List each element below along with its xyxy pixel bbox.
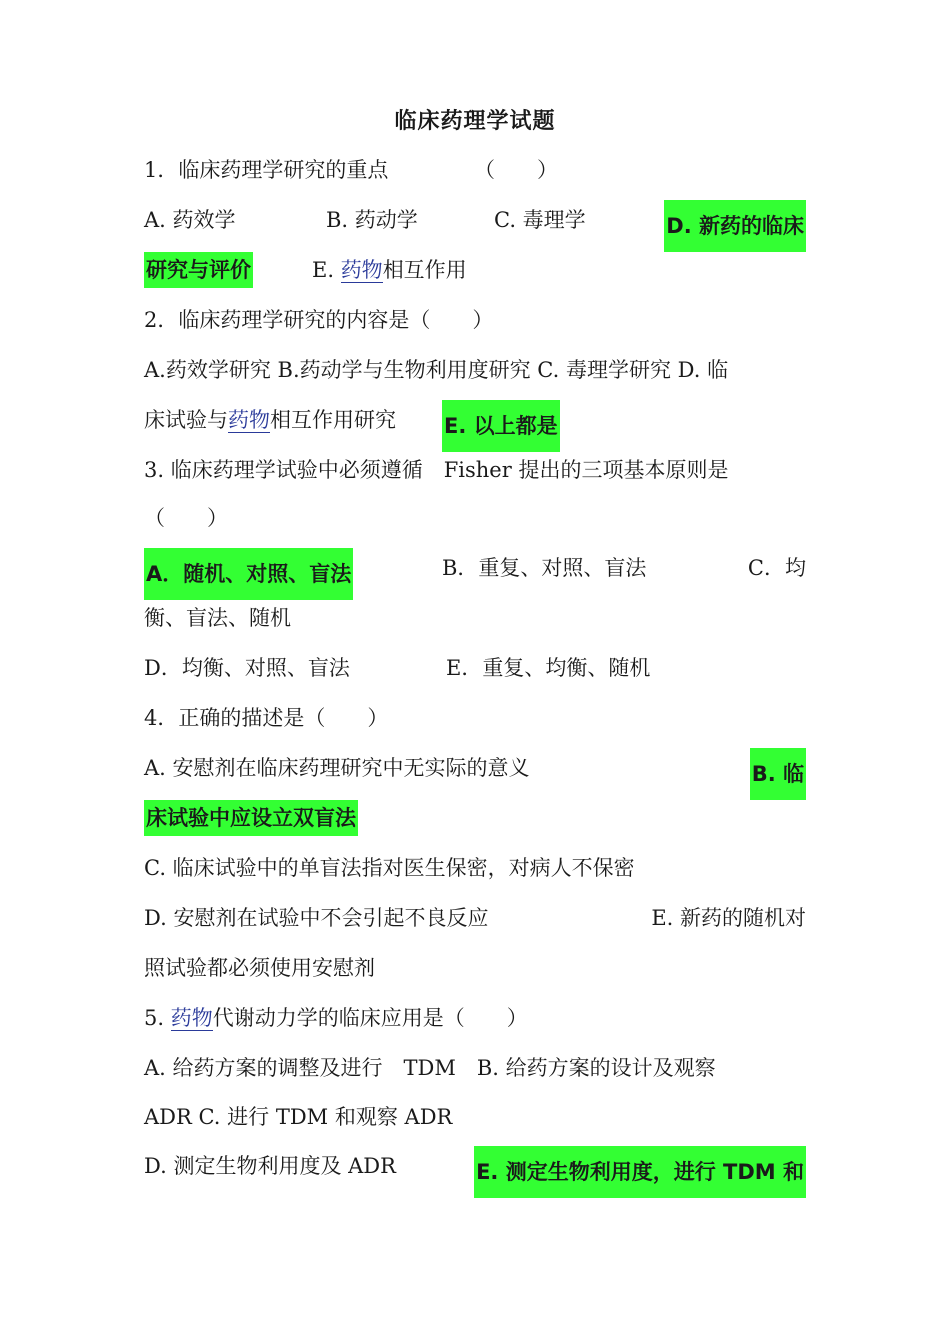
- question-2-option-e-highlight: E. 以上都是: [442, 400, 560, 452]
- question-4-options-line: [144, 748, 806, 788]
- question-3-option-c: C．均: [747, 556, 806, 580]
- question-3-option-d: D．均衡、对照、盲法: [144, 656, 350, 680]
- question-1-option-d-highlight-cont: 研究与评价: [144, 252, 253, 288]
- question-4-options-line-2: [144, 798, 806, 838]
- question-3-option-e: E．重复、均衡、随机: [446, 656, 651, 680]
- question-3-option-c-cont: 衡、盲法、随机: [144, 606, 291, 630]
- question-3-option-a-highlight: A．随机、对照、盲法: [144, 548, 353, 600]
- question-3-stem: 3. 临床药理学试验中必须遵循 Fisher 提出的三项基本原则是: [144, 458, 729, 482]
- question-4-option-c: C. 临床试验中的单盲法指对医生保密，对病人不保密: [144, 856, 635, 880]
- question-1-option-c: C. 毒理学: [494, 208, 586, 232]
- question-3-answer-paren: （ ）: [144, 506, 228, 530]
- question-5-options-line-3: [144, 1146, 806, 1186]
- question-5-option-d: D. 测定生物利用度及 ADR: [144, 1154, 396, 1178]
- drug-link[interactable]: 药物: [170, 1006, 213, 1030]
- drug-link[interactable]: 药物: [340, 258, 383, 282]
- question-1-stem-line: [144, 150, 806, 190]
- question-1-stem: 1．临床药理学研究的重点: [144, 158, 389, 182]
- question-4-stem: 4．正确的描述是（ ）: [144, 706, 389, 730]
- question-2-options-line: A.药效学研究 B.药动学与生物利用度研究 C. 毒理学研究 D. 临: [144, 358, 729, 382]
- question-3-option-b: B．重复、对照、盲法: [442, 556, 647, 580]
- question-2-stem: 2．临床药理学研究的内容是（ ）: [144, 308, 494, 332]
- question-5-options-line: A. 给药方案的调整及进行 TDM B. 给药方案的设计及观察: [144, 1056, 716, 1080]
- question-4-option-e-cont: 照试验都必须使用安慰剂: [144, 956, 375, 980]
- question-2-options-line-2: 床试验与药物相互作用研究 E. 以上都是: [144, 400, 806, 440]
- question-5-option-e-highlight: E. 测定生物利用度，进行 TDM 和: [474, 1146, 806, 1198]
- question-3-options-line: [144, 548, 806, 588]
- question-4-option-b-highlight-cont: 床试验中应设立双盲法: [144, 800, 358, 836]
- question-1-option-e: E. 药物相互作用: [312, 258, 467, 282]
- question-4-option-d: D. 安慰剂在试验中不会引起不良反应: [144, 906, 489, 930]
- question-5-stem: 5. 药物代谢动力学的临床应用是（ ）: [144, 1006, 528, 1030]
- question-4-option-a: A. 安慰剂在临床药理研究中无实际的意义: [144, 756, 530, 780]
- question-1-options-line: [144, 200, 806, 240]
- page-title: 临床药理学试题: [394, 109, 556, 134]
- question-1-options-line-2: [144, 250, 806, 290]
- question-4-option-e: E. 新药的随机对: [651, 906, 806, 930]
- question-4-options-line-3: [144, 898, 806, 938]
- question-1-answer-paren: （ ）: [474, 158, 558, 182]
- question-3-options-line-2: [144, 648, 806, 688]
- question-1-option-a: A. 药效学: [144, 208, 236, 232]
- question-5-options-line-2: ADR C. 进行 TDM 和观察 ADR: [144, 1105, 453, 1129]
- question-4-option-b-highlight: B. 临: [750, 748, 806, 800]
- question-1-option-d-highlight: D. 新药的临床: [664, 200, 806, 252]
- question-1-option-b: B. 药动学: [326, 208, 418, 232]
- drug-link[interactable]: 药物: [228, 408, 270, 432]
